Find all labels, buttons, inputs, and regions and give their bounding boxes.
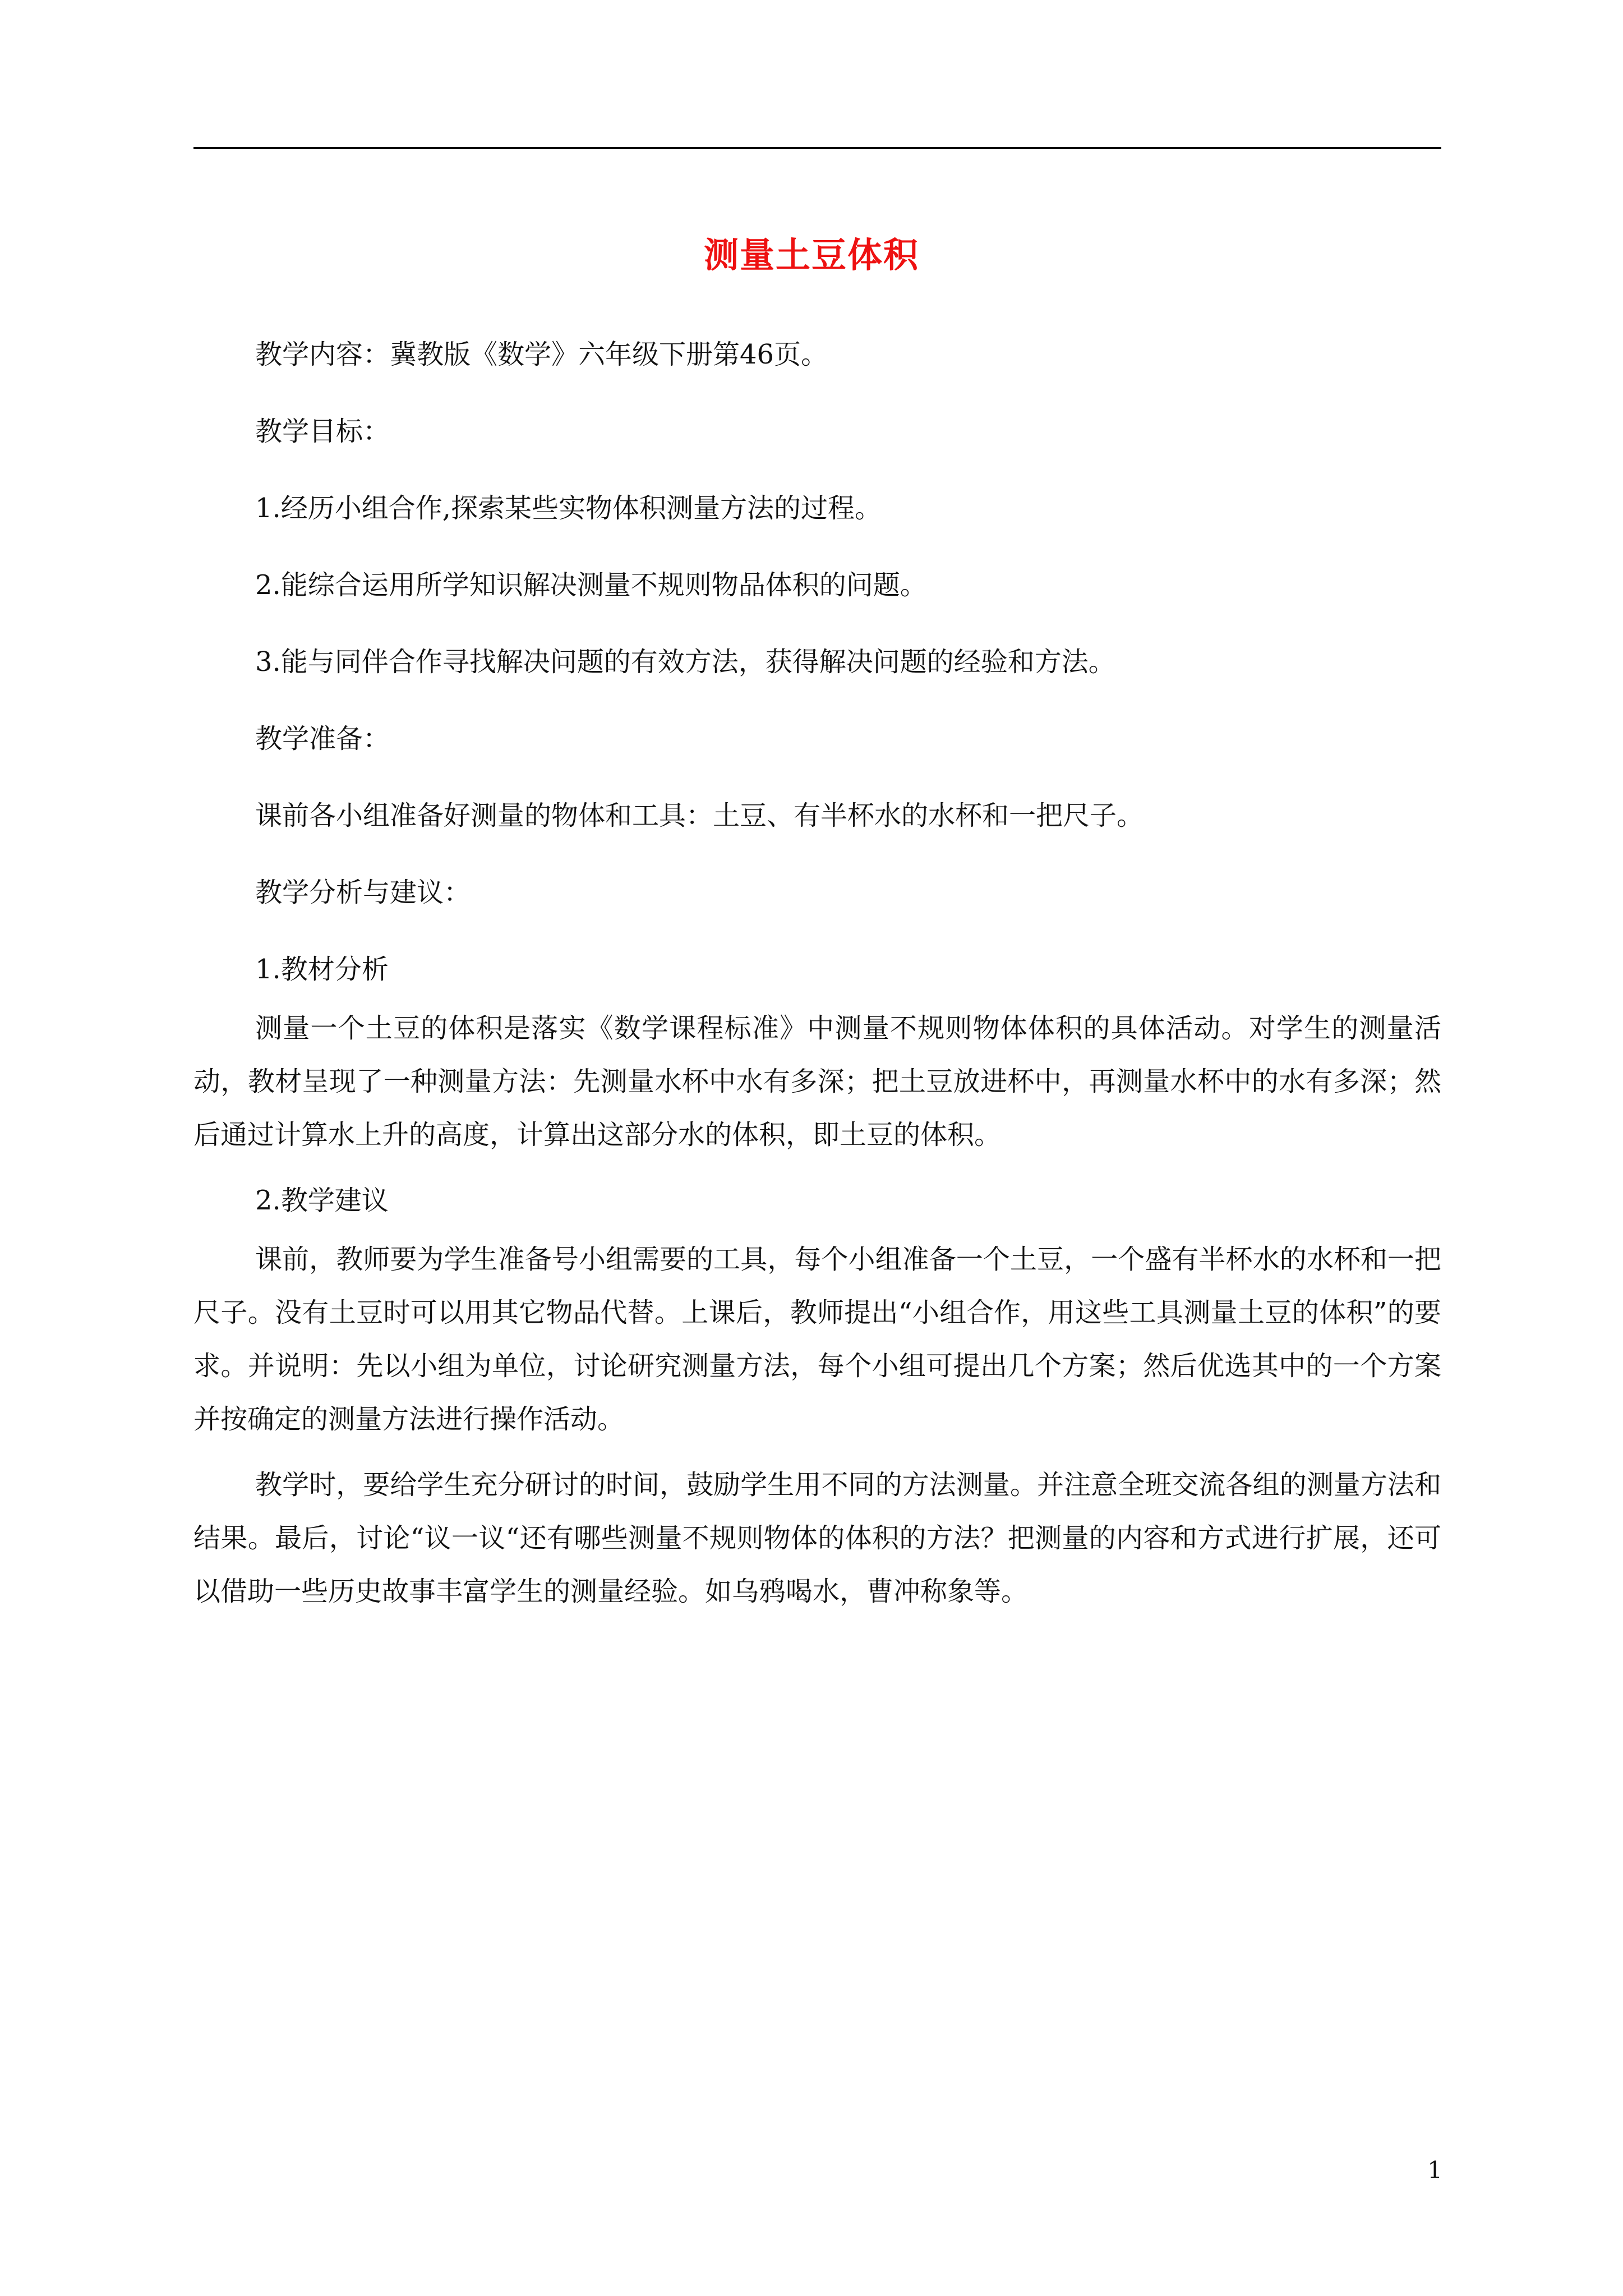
page-number: 1 xyxy=(1427,2156,1442,2184)
teaching-suggestion-paragraph-1: 课前，教师要为学生准备号小组需要的工具，每个小组准备一个土豆，一个盛有半杯水的水杯和一把尺子。没有土豆时可以用其它物品代替。上课后，教师提出“小组合作，用这些工具测量土豆的体积”的要求。并说明：先以小组为单位，讨论研究测量方法，每个小组可提出几个方案；然后优选其中的一个方案并按确定的测量方法进行操作活动。 xyxy=(193,1244,1441,1435)
teaching-prep-text: 课前各小组准备好测量的物体和工具：土豆、有半杯水的水杯和一把尺子。 xyxy=(255,800,1144,831)
teaching-suggestion-heading: 2.教学建议 xyxy=(255,1185,389,1216)
textbook-analysis-heading: 1.教材分析 xyxy=(255,954,389,985)
teaching-goal-1: 1.经历小组合作,探索某些实物体积测量方法的过程。 xyxy=(255,493,882,524)
teaching-prep-heading: 教学准备： xyxy=(255,723,390,754)
textbook-analysis-paragraph: 测量一个土豆的体积是落实《数学课程标准》中测量不规则物体体积的具体活动。对学生的测量活动，教材呈现了一种测量方法：先测量水杯中水有多深；把土豆放进杯中，再测量水杯中的水有多深；然后通过计算水上升的高度，计算出这部分水的体积，即土豆的体积。 xyxy=(193,1013,1441,1151)
teaching-goal-3: 3.能与同伴合作寻找解决问题的有效方法，获得解决问题的经验和方法。 xyxy=(255,646,1115,678)
teaching-suggestion-paragraph-2: 教学时，要给学生充分研讨的时间，鼓励学生用不同的方法测量。并注意全班交流各组的测量方法和结果。最后，讨论“议一议“还有哪些测量不规则物体的体积的方法？把测量的内容和方式进行扩展，还可以借助一些历史故事丰富学生的测量经验。如乌鸦喝水，曹冲称象等。 xyxy=(193,1469,1441,1607)
teaching-content-line: 教学内容：冀教版《数学》六年级下册第46页。 xyxy=(255,339,828,370)
teaching-goal-2: 2.能综合运用所学知识解决测量不规则物品体积的问题。 xyxy=(255,569,927,601)
document-title: 测量土豆体积 xyxy=(703,234,919,275)
header-rule xyxy=(193,147,1441,149)
teaching-goals-heading: 教学目标： xyxy=(255,416,390,447)
analysis-heading: 教学分析与建议： xyxy=(255,877,471,908)
document-body xyxy=(193,328,1441,1631)
